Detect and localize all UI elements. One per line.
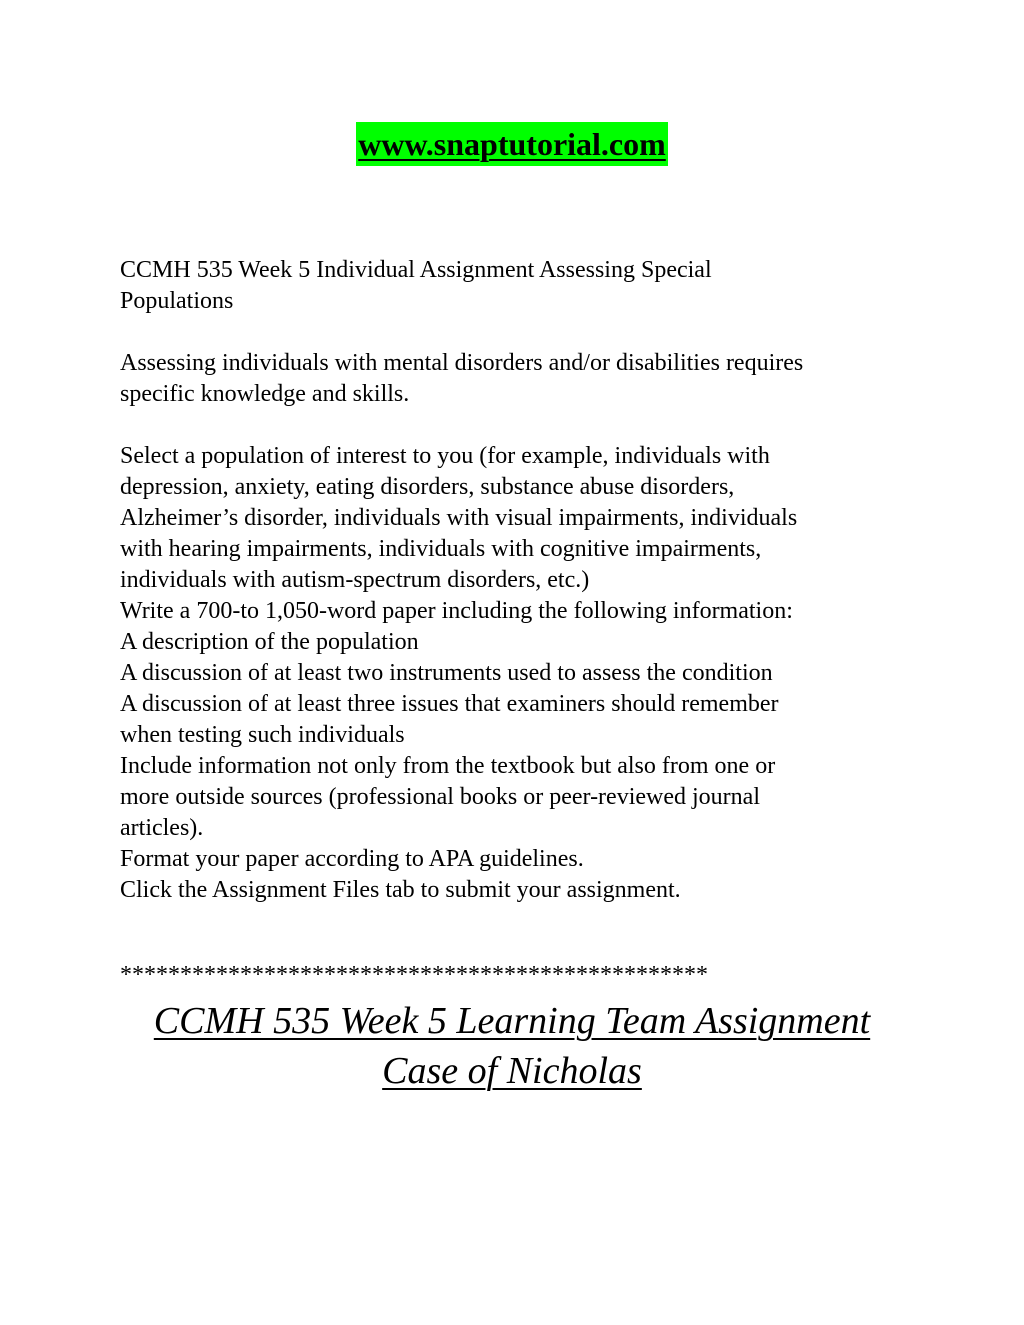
instruction-line: Include information not only from the textbook but also from one or — [120, 753, 776, 779]
assignment-body — [120, 255, 900, 906]
next-assignment-title-line-1[interactable]: CCMH 535 Week 5 Learning Team Assignment — [153, 1000, 871, 1042]
spacer — [120, 410, 900, 441]
instruction-line: articles). — [120, 815, 204, 841]
spacer — [120, 317, 900, 348]
site-link-container — [0, 122, 1024, 166]
instruction-line: Alzheimer’s disorder, individuals with visual impairments, individuals — [120, 505, 798, 531]
instruction-line: A description of the population — [120, 629, 419, 655]
instruction-line: with hearing impairments, individuals with cognitive impairments, — [120, 536, 762, 562]
instruction-line: depression, anxiety, eating disorders, substance abuse disorders, — [120, 474, 735, 500]
next-assignment-heading — [0, 996, 1024, 1096]
intro-line-2: specific knowledge and skills. — [120, 381, 410, 407]
instruction-line: Select a population of interest to you (for example, individuals with — [120, 443, 770, 469]
instruction-line: A discussion of at least three issues that examiners should remember — [120, 691, 779, 717]
site-link[interactable]: www.snaptutorial.com — [356, 122, 668, 166]
instruction-line: individuals with autism-spectrum disorders, etc.) — [120, 567, 590, 593]
assignment-title-line-2: Populations — [120, 288, 234, 314]
instruction-line: Format your paper according to APA guidelines. — [120, 846, 584, 872]
assignment-title-line-1: CCMH 535 Week 5 Individual Assignment Assessing Special — [120, 257, 712, 283]
intro-line-1: Assessing individuals with mental disorders and/or disabilities requires — [120, 350, 804, 376]
instruction-line: more outside sources (professional books or peer-reviewed journal — [120, 784, 760, 810]
next-assignment-title-line-2[interactable]: Case of Nicholas — [382, 1050, 642, 1092]
instruction-line: when testing such individuals — [120, 722, 405, 748]
separator-stars: ************************************************* — [120, 962, 708, 988]
instruction-line: A discussion of at least two instruments used to assess the condition — [120, 660, 773, 686]
instruction-line: Click the Assignment Files tab to submit your assignment. — [120, 877, 681, 903]
instruction-line: Write a 700-to 1,050-word paper including the following information: — [120, 598, 793, 624]
